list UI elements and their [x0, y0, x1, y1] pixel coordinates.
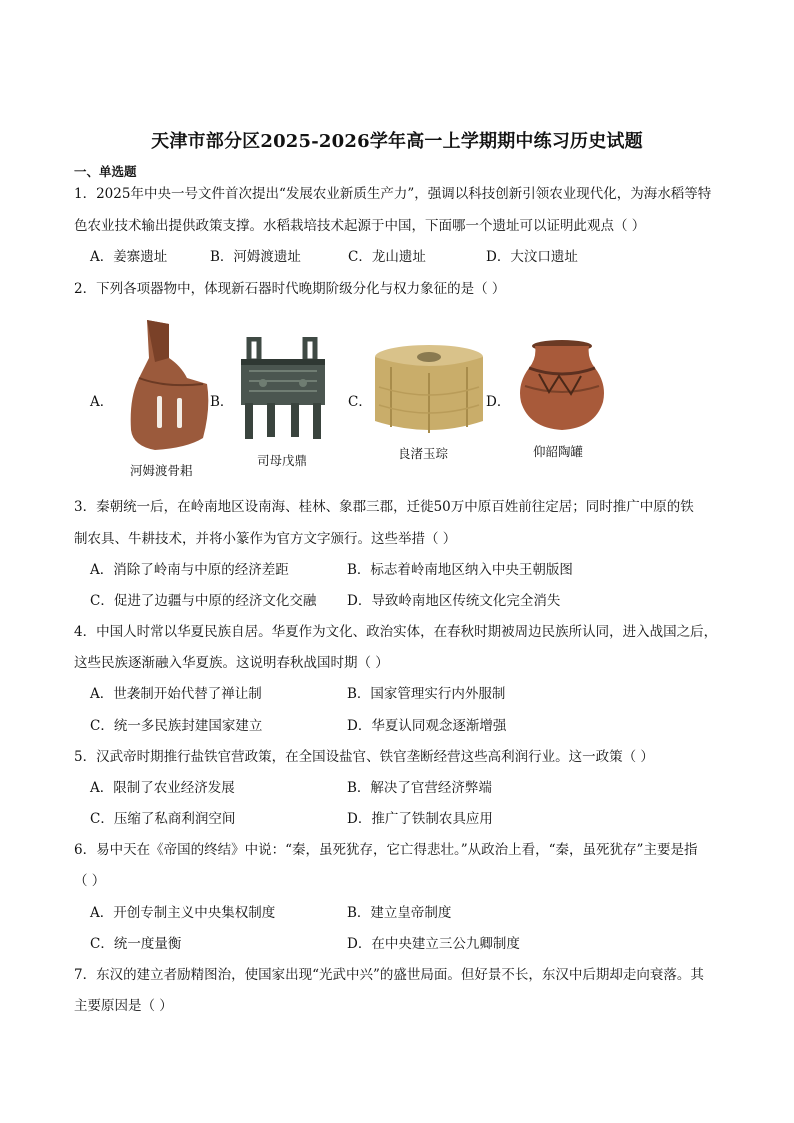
- q3-option-c: C．促进了边疆与中原的经济文化交融: [90, 593, 317, 609]
- q4-option-c: C．统一多民族封建国家建立: [90, 718, 263, 734]
- q2-option-b: B．: [210, 394, 234, 410]
- q6-option-d: D．在中央建立三公九卿制度: [347, 936, 520, 952]
- question-7-line-2: 主要原因是（ ）: [74, 998, 173, 1014]
- q2-caption-a: 河姆渡骨耜: [130, 463, 193, 478]
- q3-option-b: B．标志着岭南地区纳入中央王朝版图: [347, 562, 573, 578]
- question-6-line-2: （ ）: [74, 873, 106, 889]
- pottery-jar-icon: [515, 338, 609, 434]
- q3-option-a: A．消除了岭南与中原的经济差距: [90, 562, 289, 578]
- q1-option-c: C．龙山遗址: [348, 249, 426, 265]
- q2-caption-c: 良渚玉琮: [398, 446, 449, 461]
- q5-option-d: D．推广了铁制农具应用: [347, 811, 493, 827]
- q1-option-a: A．姜寨遗址: [90, 249, 168, 265]
- q2-option-a: A．: [90, 394, 114, 410]
- q2-option-d: D．: [486, 394, 511, 410]
- q5-option-a: A．限制了农业经济发展: [90, 780, 235, 796]
- question-4-line-1: 4．中国人时常以华夏民族自居。华夏作为文化、政治实体，在春秋时期被周边民族所认同，进入战国之后，: [74, 624, 718, 640]
- question-6-line-1: 6．易中天在《帝国的终结》中说：“秦，虽死犹存，它亡得悲壮。”从政治上看，“秦，虽死犹存”主要是指: [74, 842, 698, 858]
- question-1-line-2: 色农业技术输出提供政策支撑。水稻栽培技术起源于中国，下面哪一个遗址可以证明此观点（ ）: [74, 218, 646, 234]
- question-3-line-2: 制农具、牛耕技术，并将小篆作为官方文字颁行。这些举措（ ）: [74, 531, 457, 547]
- q6-option-c: C．统一度量衡: [90, 936, 182, 952]
- q1-option-d: D．大汶口遗址: [486, 249, 578, 265]
- q4-option-b: B．国家管理实行内外服制: [347, 686, 506, 702]
- q3-option-d: D．导致岭南地区传统文化完全消失: [347, 593, 561, 609]
- question-5-line-1: 5．汉武帝时期推行盐铁官营政策，在全国设盐官、铁官垄断经营这些高利润行业。这一政策（ ）: [74, 749, 654, 765]
- page-title: 天津市部分区2025-2026学年高一上学期期中练习历史试题: [151, 131, 643, 152]
- jade-cong-icon: [371, 343, 487, 435]
- q4-option-d: D．华夏认同观念逐渐增强: [347, 718, 507, 734]
- question-1-line-1: 1．2025年中央一号文件首次提出“发展农业新质生产力”，强调以科技创新引领农业现代化，为海水稻等特: [74, 186, 712, 202]
- section-heading: 一、单选题: [74, 164, 137, 179]
- q6-option-b: B．建立皇帝制度: [347, 905, 452, 921]
- q5-option-b: B．解决了官营经济弊端: [347, 780, 492, 796]
- q2-caption-b: 司母戊鼎: [257, 453, 308, 468]
- q2-option-c: C．: [348, 394, 372, 410]
- bronze-ding-icon: [233, 337, 333, 441]
- q6-option-a: A．开创专制主义中央集权制度: [90, 905, 276, 921]
- q1-option-b: B．河姆渡遗址: [210, 249, 301, 265]
- question-2-line-1: 2．下列各项器物中，体现新石器时代晚期阶级分化与权力象征的是（ ）: [74, 281, 506, 297]
- q4-option-a: A．世袭制开始代替了禅让制: [90, 686, 262, 702]
- q2-caption-d: 仰韶陶罐: [533, 444, 584, 459]
- bone-spade-icon: [125, 318, 215, 454]
- question-3-line-1: 3．秦朝统一后，在岭南地区设南海、桂林、象郡三郡，迁徙50万中原百姓前往定居；同时推广中原的铁: [74, 499, 694, 515]
- q5-option-c: C．压缩了私商利润空间: [90, 811, 236, 827]
- question-7-line-1: 7．东汉的建立者励精图治，使国家出现“光武中兴”的盛世局面。但好景不长，东汉中后期却走向衰落。其: [74, 967, 704, 983]
- question-4-line-2: 这些民族逐渐融入华夏族。这说明春秋战国时期（ ）: [74, 655, 389, 671]
